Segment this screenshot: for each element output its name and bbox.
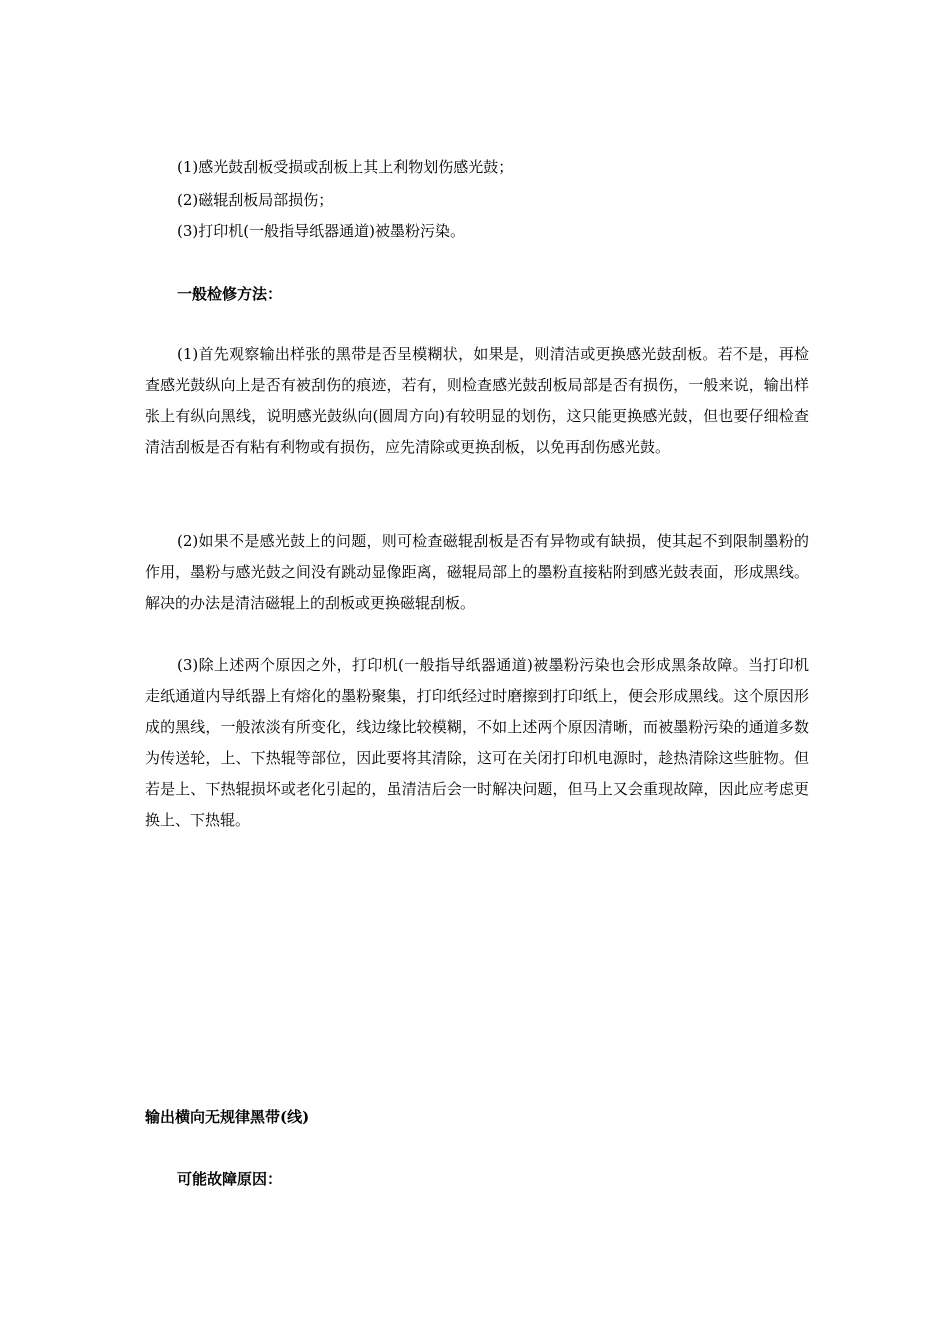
paragraph-3: (3)除上述两个原因之外，打印机(一般指导纸器通道)被墨粉污染也会形成黑条故障。当打印机走纸通道内导纸器上有熔化的墨粉聚集，打印纸经过时磨擦到打印纸上，便会形成黑线。这个原因形成的黑线，一般浓淡有所变化，线边缘比较模糊，不如上述两个原因清晰，而被墨粉污染的通道多数为传送轮，上、下热辊等部位，因此要将其清除，这可在关闭打印机电源时，趁热清除这些脏物。但若是上、下热辊损坏或老化引起的，虽清洁后会一时解决问题，但马上又会重现故障，因此应考虑更换上、下热辊。 [145,656,809,829]
paragraph-1: (1)首先观察输出样张的黑带是否呈模糊状，如果是，则清洁或更换感光鼓刮板。若不是，再检查感光鼓纵向上是否有被刮伤的痕迹，若有，则检查感光鼓刮板局部是否有损伤，一般来说，输出样张上有纵向黑线，说明感光鼓纵向(圆周方向)有较明显的划伤，这只能更换感光鼓，但也要仔细检查清洁刮板是否有粘有利物或有损伤，应先清除或更换刮板，以免再刮伤感光鼓。 [145,345,809,456]
cause-item-1: (1)感光鼓刮板受损或刮板上其上利物划伤感光鼓； [177,158,514,176]
paragraph-2: (2)如果不是感光鼓上的问题，则可检查磁辊刮板是否有异物或有缺损，使其起不到限制墨粉的作用，墨粉与感光鼓之间没有跳动显像距离，磁辊局部上的墨粉直接粘附到感光鼓表面，形成黑线。解决的办法是清洁磁辊上的刮板或更换磁辊刮板。 [145,532,809,612]
cause-item-3: (3)打印机(一般指导纸器通道)被墨粉污染。 [177,222,465,240]
subheading: 可能故障原因： [177,1170,283,1188]
section-title: 输出横向无规律黑带(线) [145,1108,310,1126]
cause-item-2: (2)磁辊刮板局部损伤； [177,191,334,209]
method-heading: 一般检修方法： [177,285,283,303]
